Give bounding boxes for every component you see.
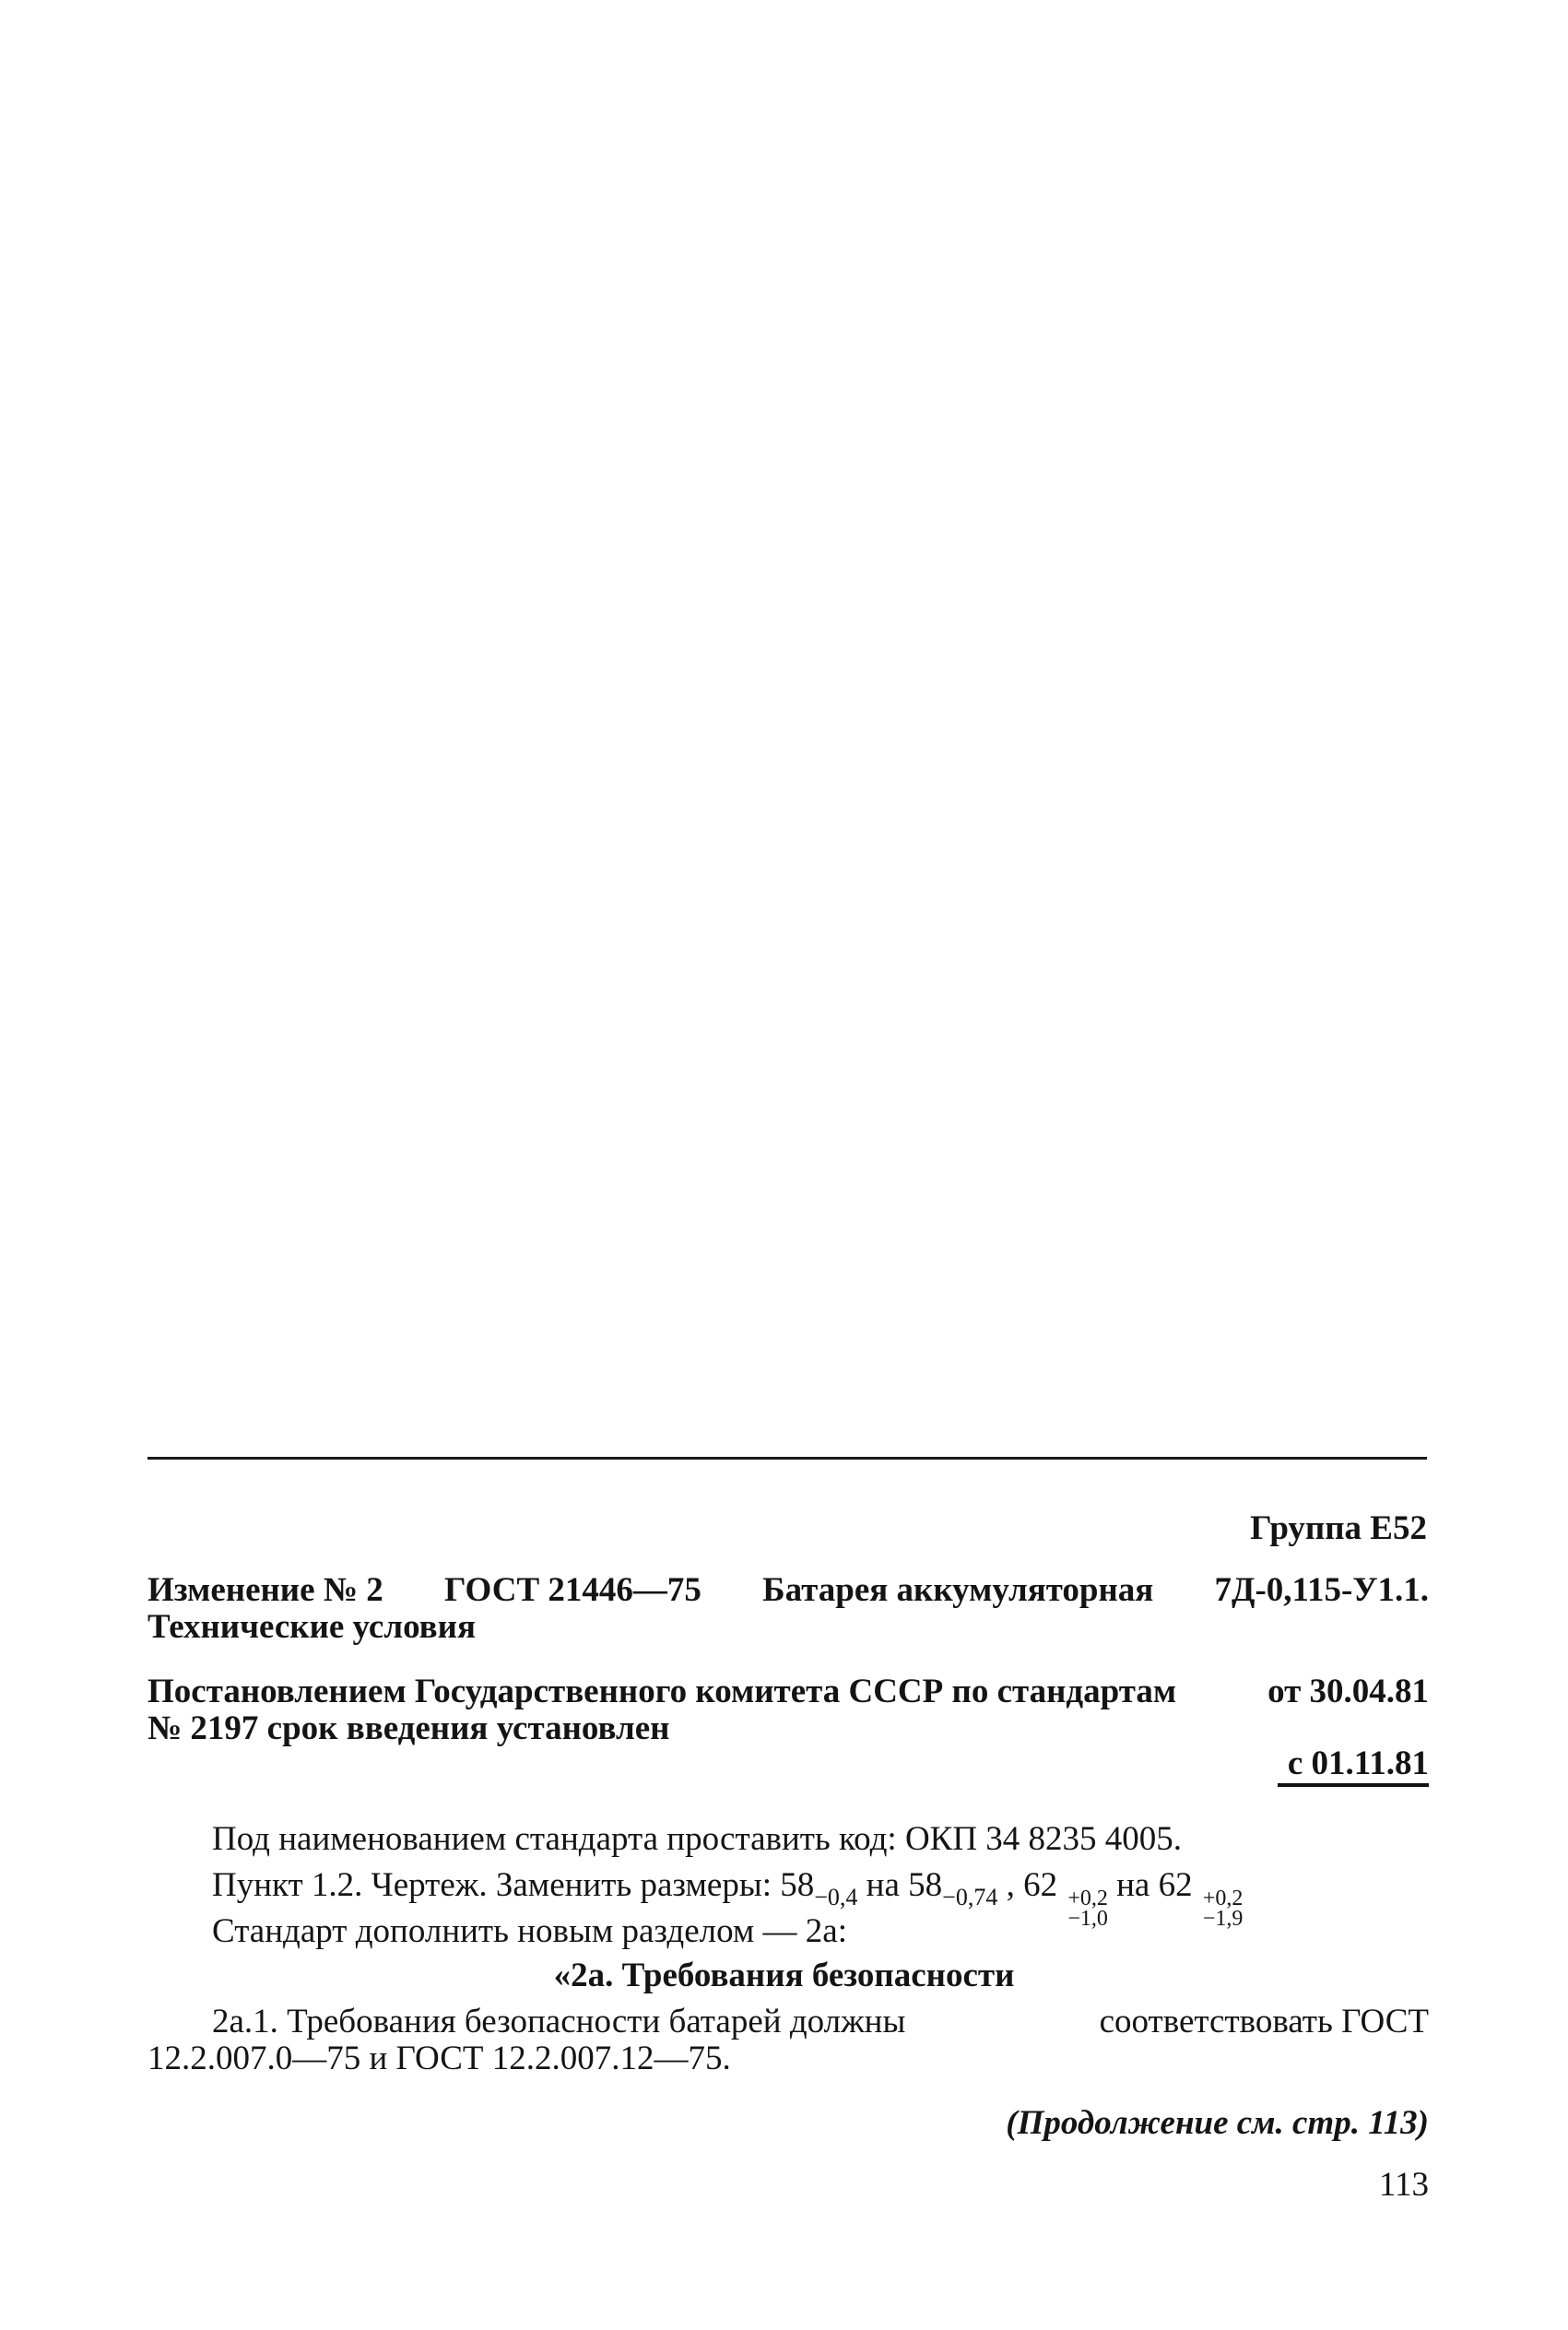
- tolerance-pair-1: [1067, 1888, 1108, 1929]
- tolerance-upper-2: +0,2: [1202, 1886, 1244, 1910]
- paragraph-okp-code: Под наименованием стандарта проставить код: ОКП 34 8235 4005.: [212, 1820, 1183, 1858]
- tolerance-pair-2: [1203, 1888, 1244, 1929]
- top-rule: [147, 1457, 1427, 1460]
- group-code: Группа Е52: [1250, 1509, 1427, 1547]
- paragraph-safety-line-1: [212, 2004, 1429, 2040]
- paragraph-safety-line-2: 12.2.007.0—75 и ГОСТ 12.2.007.12—75.: [147, 2040, 731, 2077]
- dimensions-mid-2: , 62: [997, 1866, 1067, 1904]
- paragraph-new-section: Стандарт дополнить новым разделом — 2а:: [212, 1912, 847, 1950]
- effective-date: с 01.11.81: [1287, 1745, 1429, 1782]
- dimensions-lead: Пункт 1.2. Чертеж. Заменить размеры: 58: [212, 1866, 815, 1904]
- standard-number: ГОСТ 21446—75: [443, 1571, 701, 1609]
- tolerance-sub-2: −0,74: [942, 1884, 998, 1910]
- tolerance-sub-1: −0,4: [814, 1884, 858, 1910]
- dimensions-mid-1: на 58: [857, 1866, 943, 1904]
- decree-authority: Постановлением Государственного комитета СССР по стандартам: [147, 1673, 1177, 1710]
- tolerance-lower-2: −1,9: [1202, 1907, 1244, 1931]
- decree-date: от 30.04.81: [1267, 1673, 1429, 1710]
- dimensions-mid-3: на 62: [1107, 1866, 1201, 1904]
- amendment-title-line-1: [147, 1572, 1429, 1609]
- tolerance-lower-1: −1,0: [1067, 1907, 1108, 1931]
- amendment-title-line-2: Технические условия: [147, 1608, 476, 1646]
- effective-date-underline: [1278, 1783, 1429, 1787]
- safety-requirement-tail: соответствовать ГОСТ: [1099, 2003, 1429, 2040]
- continuation-note: (Продолжение см. стр. 113): [1006, 2104, 1429, 2142]
- amendment-number: Изменение № 2: [147, 1571, 383, 1609]
- product-designation: 7Д-0,115-У1.1.: [1214, 1571, 1429, 1609]
- section-heading: «2а. Требования безопасности: [553, 1957, 1015, 1994]
- decree-line-1: [147, 1674, 1429, 1710]
- decree-line-2: № 2197 срок введения установлен: [147, 1709, 670, 1747]
- page-number: 113: [1378, 2166, 1429, 2204]
- tolerance-upper-1: +0,2: [1067, 1886, 1108, 1910]
- safety-requirement-text: 2а.1. Требования безопасности батарей должны: [212, 2003, 906, 2040]
- product-name: Батарея аккумуляторная: [762, 1571, 1154, 1609]
